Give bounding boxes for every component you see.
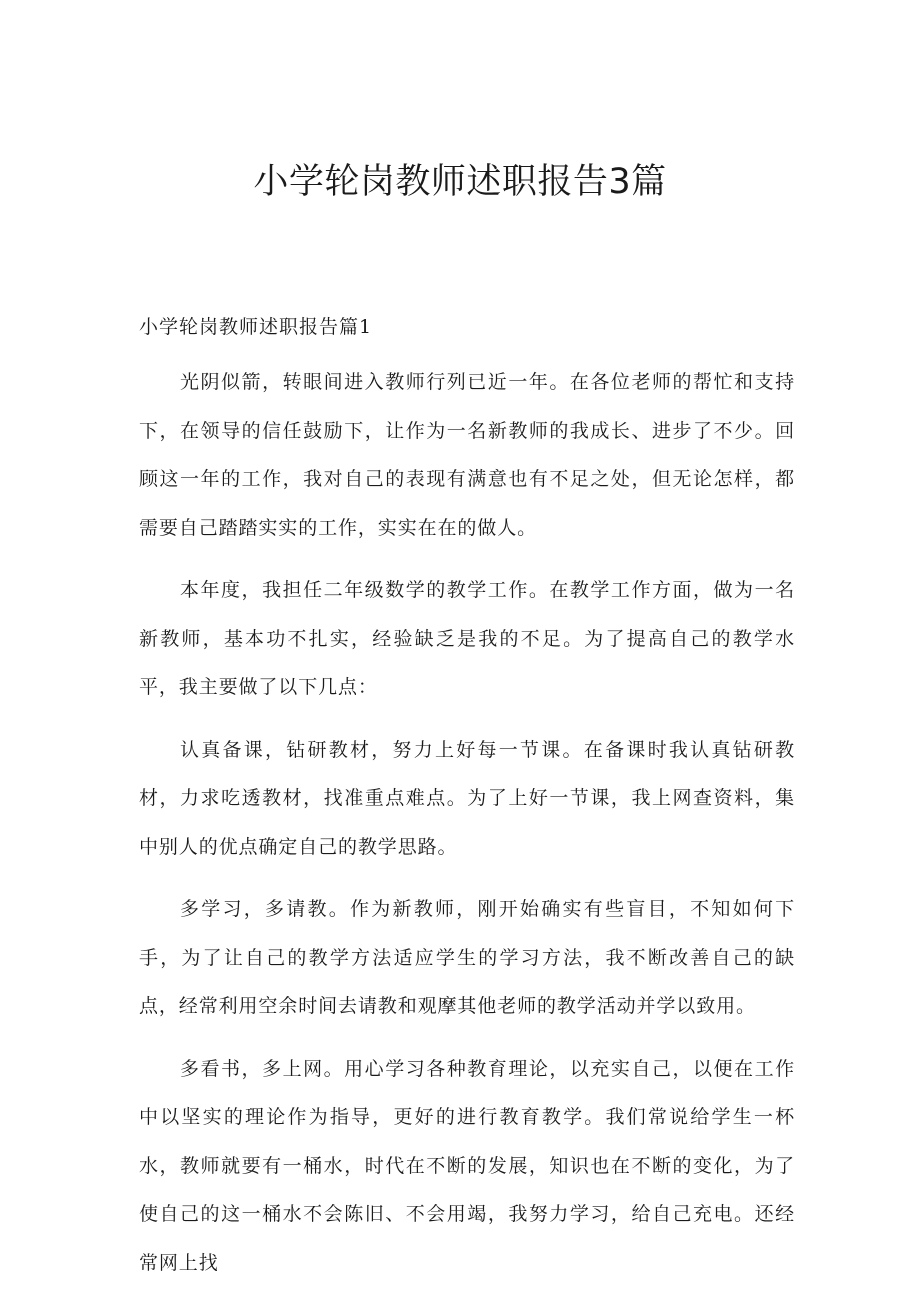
paragraph-4: 多学习，多请教。作为新教师，刚开始确实有些盲目，不知如何下手，为了让自己的教学方法适应学生的学习方法，我不断改善自己的缺点，经常利用空余时间去请教和观摩其他老师的教学活动并学以致用。 <box>139 898 795 1017</box>
document-title: 小学轮岗教师述职报告3篇 <box>253 162 667 202</box>
section-heading: 小学轮岗教师述职报告篇1 <box>139 316 373 338</box>
paragraph-3: 认真备课，钻研教材，努力上好每一节课。在备课时我认真钻研教材，力求吃透教材，找准重点难点。为了上好一节课，我上网查资料，集中别人的优点确定自己的教学思路。 <box>139 738 795 858</box>
document-body <box>139 358 795 1301</box>
paragraph-1: 光阴似箭，转眼间进入教师行列已近一年。在各位老师的帮忙和支持下，在领导的信任鼓励下，让作为一名新教师的我成长、进步了不少。回顾这一年的工作，我对自己的表现有满意也有不足之处，但无论怎样，都需要自己踏踏实实的工作，实实在在的做人。 <box>139 371 795 539</box>
paragraph-5: 多看书，多上网。用心学习各种教育理论，以充实自己，以便在工作中以坚实的理论作为指导，更好的进行教育教学。我们常说给学生一杯水，教师就要有一桶水，时代在不断的发展，知识也在不断的变化，为了使自己的这一桶水不会陈旧、不会用竭，我努力学习，给自己充电。还经常网上找 <box>139 1057 795 1274</box>
paragraph-2: 本年度，我担任二年级数学的教学工作。在教学工作方面，做为一名新教师，基本功不扎实，经验缺乏是我的不足。为了提高自己的教学水平，我主要做了以下几点： <box>139 579 795 698</box>
